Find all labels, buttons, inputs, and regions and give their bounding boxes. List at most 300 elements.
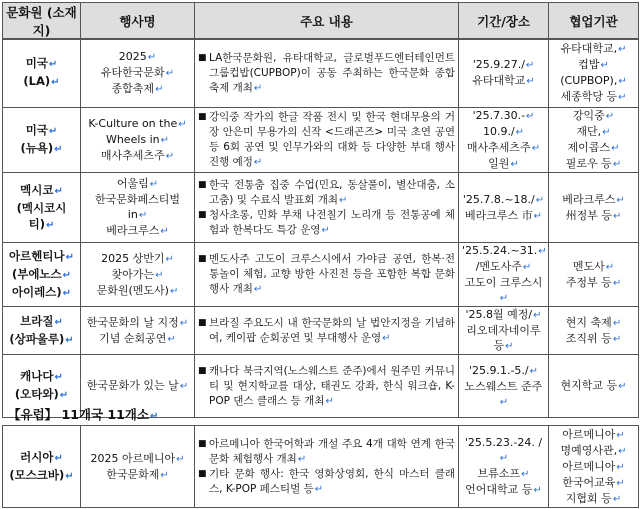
return-arrow-icon: ↵ bbox=[611, 143, 620, 154]
period-cell-text: '25.9.27./ bbox=[472, 58, 525, 71]
country-cell-line bbox=[6, 248, 77, 266]
partner-cell-line bbox=[552, 73, 635, 89]
square-bullet-icon: ■ bbox=[198, 317, 207, 328]
country-cell-line bbox=[6, 284, 77, 302]
content-cell bbox=[195, 243, 459, 307]
partner-cell-line bbox=[552, 491, 635, 507]
period-cell-line bbox=[462, 259, 545, 275]
period-cell-line bbox=[462, 192, 545, 208]
return-arrow-icon: ↵ bbox=[339, 194, 348, 206]
return-arrow-icon: ↵ bbox=[62, 269, 72, 281]
return-arrow-icon: ↵ bbox=[526, 76, 535, 87]
event-cell-text: 문화원(멘도사) bbox=[96, 283, 169, 297]
event-cell-line bbox=[84, 116, 191, 132]
return-arrow-icon: ↵ bbox=[533, 310, 542, 321]
event-cell-text: 찾아가는 bbox=[111, 267, 155, 281]
content-text: 한국 전통춤 집중 수업(민요, 동살풀이, 별산대춤, 소고춤) 및 수료식 발표회 개최 bbox=[209, 178, 455, 206]
square-bullet-icon: ■ bbox=[198, 112, 207, 122]
content-item bbox=[198, 208, 455, 238]
partner-cell-line bbox=[552, 443, 635, 459]
period-cell bbox=[459, 108, 549, 173]
return-arrow-icon: ↵ bbox=[612, 317, 622, 329]
content-item bbox=[198, 364, 455, 409]
return-arrow-icon: ↵ bbox=[253, 82, 263, 94]
country-cell-line bbox=[6, 140, 77, 158]
country-cell-text: 미국 bbox=[25, 56, 48, 70]
country-cell bbox=[3, 39, 81, 108]
partner-cell-line bbox=[552, 140, 635, 156]
event-cell-text: 한국문화페스티벌 in bbox=[94, 193, 180, 221]
event-cell-text: Wheels in bbox=[105, 133, 160, 146]
content-cell bbox=[195, 108, 459, 173]
content-cell bbox=[195, 173, 459, 243]
event-cell bbox=[81, 39, 195, 108]
country-cell-text: (부에노스 bbox=[11, 266, 62, 281]
country-cell-text: (모스크바) bbox=[9, 467, 65, 482]
header-text: 기간/장소 bbox=[477, 14, 530, 29]
event-cell bbox=[81, 108, 195, 173]
event-cell bbox=[81, 307, 195, 355]
return-arrow-icon: ↵ bbox=[499, 453, 509, 464]
return-arrow-icon: ↵ bbox=[616, 429, 625, 441]
partner-cell-text: 컵밥 bbox=[578, 58, 600, 71]
partner-cell bbox=[549, 426, 639, 508]
return-arrow-icon: ↵ bbox=[612, 210, 622, 222]
return-arrow-icon: ↵ bbox=[538, 246, 547, 257]
period-cell bbox=[459, 173, 549, 243]
return-arrow-icon: ↵ bbox=[45, 219, 55, 231]
country-cell-text: 아이레스) bbox=[11, 284, 62, 299]
return-arrow-icon: ↵ bbox=[54, 452, 63, 464]
return-arrow-icon: ↵ bbox=[48, 59, 58, 70]
content-cell bbox=[195, 307, 459, 355]
event-cell-line bbox=[84, 315, 191, 331]
return-arrow-icon: ↵ bbox=[65, 334, 74, 346]
content-item bbox=[198, 110, 455, 170]
header-row bbox=[3, 3, 639, 40]
return-arrow-icon: ↵ bbox=[521, 469, 530, 480]
period-cell bbox=[459, 355, 549, 418]
event-cell-text: 유타한국문화 bbox=[100, 66, 165, 79]
partner-cell-text: 명예영사관, bbox=[560, 443, 618, 457]
event-cell-text: 매사추세츠주 bbox=[100, 149, 165, 162]
section-heading-text: 【유럽】 11개국 11개소 bbox=[8, 407, 149, 422]
period-cell-line bbox=[462, 363, 545, 379]
return-arrow-icon: ↵ bbox=[176, 453, 185, 465]
return-arrow-icon: ↵ bbox=[314, 483, 324, 495]
period-cell-text: /멘도사주 bbox=[475, 260, 522, 273]
event-cell-line bbox=[84, 267, 191, 283]
return-arrow-icon: ↵ bbox=[535, 194, 545, 206]
table-row bbox=[3, 39, 639, 108]
period-cell bbox=[459, 426, 549, 508]
event-cell-line bbox=[84, 148, 191, 164]
partner-cell bbox=[549, 307, 639, 355]
header-text: 문화원 (소재지) bbox=[6, 5, 77, 38]
event-cell-text: 2025 bbox=[118, 50, 147, 63]
table-row bbox=[3, 307, 639, 355]
return-arrow-icon: ↵ bbox=[533, 485, 542, 496]
header-cell bbox=[195, 3, 459, 40]
partner-cell-line bbox=[552, 331, 635, 347]
country-cell-text: 멕시코 bbox=[20, 182, 54, 197]
period-cell-text: 고도이 크루스시 bbox=[464, 276, 543, 289]
period-cell-text: '25.5.23.-24. / bbox=[464, 436, 543, 449]
return-arrow-icon: ↵ bbox=[321, 224, 330, 236]
period-cell-line bbox=[462, 379, 545, 410]
return-arrow-icon: ↵ bbox=[510, 159, 519, 170]
period-cell-text: 언어대학교 등 bbox=[465, 483, 533, 496]
partner-cell bbox=[549, 355, 639, 418]
partner-cell-line bbox=[552, 192, 635, 208]
partner-cell-line bbox=[552, 315, 635, 331]
square-bullet-icon: ■ bbox=[198, 365, 207, 376]
return-arrow-icon: ↵ bbox=[54, 144, 63, 155]
event-cell-line bbox=[84, 283, 191, 299]
period-cell-line bbox=[462, 208, 545, 224]
period-cell-text: 일원 bbox=[488, 157, 510, 170]
partner-cell-line bbox=[552, 459, 635, 475]
country-cell-line bbox=[6, 200, 77, 234]
return-arrow-icon: ↵ bbox=[382, 332, 391, 344]
country-cell-text: (오타와) bbox=[14, 387, 59, 401]
event-cell-line bbox=[84, 176, 191, 192]
return-arrow-icon: ↵ bbox=[529, 365, 539, 377]
content-text: 캐나다 북극지역(노스웨스트 준주)에서 원주민 커뮤니티 및 현지학교를 대상, 태권도 강좌, 한식 워크숍, K-POP 댄스 클래스 등 개최 bbox=[209, 364, 455, 407]
return-arrow-icon: ↵ bbox=[65, 470, 74, 482]
partner-cell-line bbox=[552, 208, 635, 224]
return-arrow-icon: ↵ bbox=[602, 127, 611, 138]
return-arrow-icon: ↵ bbox=[169, 285, 179, 297]
event-cell-text: K-Culture on the bbox=[88, 117, 178, 130]
partner-cell-line bbox=[552, 41, 635, 57]
europe-table bbox=[2, 425, 639, 508]
return-arrow-icon: ↵ bbox=[525, 60, 535, 71]
content-cell bbox=[195, 39, 459, 108]
event-cell-line bbox=[84, 223, 191, 239]
event-cell-line bbox=[84, 467, 191, 483]
country-cell-line bbox=[6, 182, 77, 200]
event-cell-line bbox=[84, 251, 191, 267]
content-item bbox=[198, 437, 455, 467]
country-cell bbox=[3, 307, 81, 355]
partner-cell-line bbox=[552, 124, 635, 140]
period-cell-text: '25.7.30.- bbox=[472, 109, 526, 122]
event-cell-line bbox=[84, 65, 191, 81]
return-arrow-icon: ↵ bbox=[62, 287, 72, 299]
return-arrow-icon: ↵ bbox=[612, 333, 622, 345]
event-cell-line bbox=[84, 378, 191, 394]
return-arrow-icon: ↵ bbox=[618, 44, 627, 55]
return-arrow-icon: ↵ bbox=[48, 126, 58, 137]
return-arrow-icon: ↵ bbox=[605, 111, 615, 122]
country-cell-text: 브라질 bbox=[20, 313, 54, 328]
partner-cell-line bbox=[552, 108, 635, 124]
period-cell-text: 노스웨스트 준주 bbox=[464, 379, 543, 393]
return-arrow-icon: ↵ bbox=[155, 84, 164, 95]
period-cell-text: '25.7.8.~18./ bbox=[462, 192, 535, 206]
period-cell-line bbox=[462, 57, 545, 73]
return-arrow-icon: ↵ bbox=[167, 333, 176, 345]
table-row bbox=[3, 108, 639, 173]
period-cell-line bbox=[462, 275, 545, 306]
return-arrow-icon: ↵ bbox=[138, 210, 148, 221]
period-cell-line bbox=[462, 73, 545, 89]
partner-cell-line bbox=[552, 275, 635, 291]
event-cell bbox=[81, 243, 195, 307]
partner-cell bbox=[549, 243, 639, 307]
return-arrow-icon: ↵ bbox=[179, 317, 189, 329]
period-cell bbox=[459, 307, 549, 355]
partner-cell-text: 현지 축제 bbox=[565, 315, 612, 329]
return-arrow-icon: ↵ bbox=[179, 381, 189, 392]
return-arrow-icon: ↵ bbox=[51, 77, 60, 88]
country-cell-line bbox=[6, 467, 77, 485]
return-arrow-icon: ↵ bbox=[600, 60, 609, 71]
return-arrow-icon: ↵ bbox=[612, 159, 622, 170]
return-arrow-icon: ↵ bbox=[616, 194, 625, 206]
partner-cell-line bbox=[552, 89, 635, 105]
country-cell-text: 미국 bbox=[25, 123, 48, 137]
event-cell-text: 종합축제 bbox=[111, 82, 155, 95]
country-cell-text: (뉴욕) bbox=[20, 141, 54, 155]
country-cell-text: (LA) bbox=[23, 74, 51, 88]
content-cell bbox=[195, 355, 459, 418]
country-cell-line bbox=[6, 122, 77, 140]
event-cell-text: 어울림 bbox=[116, 177, 149, 190]
return-arrow-icon: ↵ bbox=[325, 395, 334, 407]
content-item bbox=[198, 178, 455, 208]
partner-cell-text: 조직위 등 bbox=[565, 331, 612, 345]
partner-cell-line bbox=[552, 156, 635, 172]
event-cell-text: 한국문화제 bbox=[106, 467, 160, 481]
country-cell-line bbox=[6, 449, 77, 467]
partner-cell-text: 제이콥스 bbox=[567, 141, 611, 154]
partner-cell-text: 아르메니아 bbox=[562, 459, 616, 473]
period-cell bbox=[459, 39, 549, 108]
partner-cell-text: 멘도사 bbox=[572, 259, 605, 273]
event-cell-line bbox=[84, 81, 191, 97]
period-cell-line bbox=[462, 156, 545, 172]
partner-cell-text: 강익중 bbox=[572, 109, 605, 122]
header-text: 행사명 bbox=[119, 14, 156, 29]
partner-cell-text: 유타대학교, bbox=[560, 42, 618, 55]
header-cell bbox=[459, 3, 549, 40]
event-cell-text: 베라크루스 bbox=[106, 224, 160, 237]
partner-cell-text: 지협회 등 bbox=[565, 491, 612, 505]
country-cell-text: 캐나다 bbox=[20, 369, 54, 383]
return-arrow-icon: ↵ bbox=[612, 277, 622, 289]
event-cell-text: 한국문화의 날 지정 bbox=[86, 315, 179, 329]
return-arrow-icon: ↵ bbox=[253, 157, 263, 168]
return-arrow-icon: ↵ bbox=[616, 461, 625, 473]
partner-cell-line bbox=[552, 57, 635, 73]
event-cell-line bbox=[84, 49, 191, 65]
content-cell bbox=[195, 426, 459, 508]
return-arrow-icon: ↵ bbox=[160, 226, 169, 237]
return-arrow-icon: ↵ bbox=[160, 469, 169, 481]
return-arrow-icon: ↵ bbox=[54, 372, 63, 383]
country-cell-line bbox=[6, 386, 77, 404]
return-arrow-icon: ↵ bbox=[499, 396, 509, 408]
return-arrow-icon: ↵ bbox=[149, 411, 159, 422]
event-cell-text: 2025 상반기 bbox=[101, 251, 165, 265]
section-heading bbox=[8, 405, 158, 423]
partner-cell bbox=[549, 108, 639, 173]
square-bullet-icon: ■ bbox=[198, 254, 207, 264]
partner-cell-text: 필로우 등 bbox=[565, 157, 612, 170]
partner-cell bbox=[549, 39, 639, 108]
return-arrow-icon: ↵ bbox=[618, 381, 627, 392]
country-cell-line bbox=[6, 331, 77, 349]
return-arrow-icon: ↵ bbox=[165, 253, 174, 265]
partner-cell-text: 州정부 등 bbox=[565, 208, 612, 222]
partner-cell-text: 한국어교육 bbox=[562, 475, 616, 489]
country-cell-text: (멕시코시티) bbox=[16, 200, 67, 231]
return-arrow-icon: ↵ bbox=[54, 185, 63, 197]
period-cell-text: '25.5.24.~31. bbox=[462, 244, 538, 257]
return-arrow-icon: ↵ bbox=[149, 179, 159, 190]
partner-cell-line bbox=[552, 378, 635, 394]
return-arrow-icon: ↵ bbox=[155, 269, 164, 281]
event-cell bbox=[81, 173, 195, 243]
return-arrow-icon: ↵ bbox=[147, 52, 157, 63]
content-item bbox=[198, 252, 455, 297]
event-cell-line bbox=[84, 192, 191, 223]
header-text: 협업기관 bbox=[569, 14, 618, 29]
country-cell-line bbox=[6, 55, 77, 73]
return-arrow-icon: ↵ bbox=[533, 210, 543, 222]
table-row bbox=[3, 243, 639, 307]
return-arrow-icon: ↵ bbox=[178, 119, 187, 130]
return-arrow-icon: ↵ bbox=[618, 92, 627, 103]
content-text: 아르메니아 한국어학과 개설 주요 4개 대학 연계 한국 문화 체험행사 개최 bbox=[209, 437, 455, 465]
country-cell-line bbox=[6, 368, 77, 386]
header-cell bbox=[549, 3, 639, 40]
period-cell-text: 브류소프 bbox=[477, 467, 521, 480]
table-row bbox=[3, 173, 639, 243]
square-bullet-icon: ■ bbox=[198, 438, 207, 449]
content-text: 청사초롱, 민화 부채 나전칠기 노리개 등 전통공예 체험과 한복다도 특강 운영 bbox=[209, 208, 455, 236]
partner-cell-line bbox=[552, 427, 635, 443]
event-cell bbox=[81, 426, 195, 508]
country-cell-text: 러시아 bbox=[20, 449, 54, 464]
partner-cell-line bbox=[552, 475, 635, 491]
partner-cell-text: 주정부 등 bbox=[565, 275, 612, 289]
country-cell-text: 아르헨티나 bbox=[9, 248, 65, 263]
partner-cell-text: 아르메니아 bbox=[562, 427, 616, 441]
period-cell-text: 유타대학교 bbox=[472, 74, 526, 87]
event-cell-text: 기념 순회공연 bbox=[99, 331, 167, 345]
country-cell bbox=[3, 108, 81, 173]
country-cell bbox=[3, 173, 81, 243]
return-arrow-icon: ↵ bbox=[297, 453, 307, 465]
content-item bbox=[198, 467, 455, 497]
header-text: 주요 내용 bbox=[300, 14, 353, 29]
return-arrow-icon: ↵ bbox=[515, 127, 525, 138]
period-cell-text: 리오데자네이루 등 bbox=[466, 324, 541, 352]
country-cell-text: (상파울루) bbox=[9, 331, 65, 346]
partner-cell bbox=[549, 173, 639, 243]
event-cell-line bbox=[84, 132, 191, 148]
partner-cell-line bbox=[552, 259, 635, 275]
period-cell-line bbox=[462, 140, 545, 156]
return-arrow-icon: ↵ bbox=[253, 284, 263, 295]
country-cell-line bbox=[6, 313, 77, 331]
period-cell-line bbox=[462, 307, 545, 323]
return-arrow-icon: ↵ bbox=[65, 251, 74, 263]
content-text: 멘도사주 고도이 크루스시에서 가야금 공연, 한복·전통놀이 체험, 교향 방한 사진전 등을 포함한 복합 문화행사 개최 bbox=[209, 253, 455, 295]
return-arrow-icon: ↵ bbox=[499, 293, 509, 304]
return-arrow-icon: ↵ bbox=[160, 135, 170, 146]
period-cell-text: 베라크루스 市 bbox=[464, 208, 533, 222]
content-text: 브라질 주요도시 내 한국문화의 날 법안지정을 기념하여, 케이팝 순회공연 및 부대행사 운영 bbox=[209, 316, 455, 344]
americas-table bbox=[2, 38, 639, 418]
square-bullet-icon: ■ bbox=[198, 179, 207, 190]
return-arrow-icon: ↵ bbox=[522, 262, 532, 273]
content-item bbox=[198, 51, 455, 96]
partner-cell-text: 현지학교 등 bbox=[560, 379, 618, 392]
content-text: 강익중 작가의 한글 작품 전시 및 한국 현대무용의 거장 안은미 무용가의 신작 <드래곤즈> 미국 초연 공연 등 6회 공연 및 인무가와의 대화 등 다양한 부대 행사 진행 예정 bbox=[209, 111, 455, 168]
period-cell-line bbox=[462, 108, 545, 124]
period-cell-line bbox=[462, 323, 545, 354]
content-item bbox=[198, 316, 455, 346]
period-cell-line bbox=[462, 243, 545, 259]
header-table bbox=[2, 2, 639, 40]
event-cell-line bbox=[84, 451, 191, 467]
square-bullet-icon: ■ bbox=[198, 52, 207, 63]
country-cell bbox=[3, 243, 81, 307]
square-bullet-icon: ■ bbox=[198, 209, 207, 220]
period-cell bbox=[459, 243, 549, 307]
partner-cell-text: (CUPBOP), bbox=[560, 74, 618, 87]
return-arrow-icon: ↵ bbox=[618, 76, 627, 87]
return-arrow-icon: ↵ bbox=[165, 151, 175, 162]
period-cell-text: '25.8월 예정/ bbox=[465, 308, 533, 321]
country-cell bbox=[3, 426, 81, 508]
country-cell-line bbox=[6, 73, 77, 91]
header-cell bbox=[3, 3, 81, 40]
content-text: 기타 문화 행사: 한국 영화상영회, 한식 마스터 클래스, K-POP 페스티벌 등 bbox=[209, 467, 455, 495]
return-arrow-icon: ↵ bbox=[526, 111, 535, 122]
header-cell bbox=[81, 3, 195, 40]
return-arrow-icon: ↵ bbox=[531, 143, 541, 154]
partner-cell-text: 세종학당 등 bbox=[560, 90, 618, 103]
period-cell-line bbox=[462, 124, 545, 140]
return-arrow-icon: ↵ bbox=[54, 316, 63, 328]
event-cell-text: 한국문화가 있는 날 bbox=[86, 379, 179, 392]
partner-cell-text: 재단, bbox=[576, 125, 602, 138]
return-arrow-icon: ↵ bbox=[616, 477, 625, 489]
return-arrow-icon: ↵ bbox=[505, 341, 514, 352]
table-row bbox=[3, 426, 639, 508]
period-cell-line bbox=[462, 466, 545, 482]
return-arrow-icon: ↵ bbox=[165, 68, 175, 79]
period-cell-line bbox=[462, 435, 545, 466]
period-cell-text: 매사추세츠주 bbox=[466, 141, 531, 154]
period-cell-text: '25.9.1.-5./ bbox=[468, 363, 529, 377]
partner-cell-text: 베라크루스 bbox=[562, 192, 616, 206]
content-text: LA한국문화원, 유타대학교, 글로벌푸드엔터테인먼트그룹컵밥(CUPBOP)이 공동 주최하는 한국문화 종합축제 개최 bbox=[209, 51, 455, 94]
period-cell-text: 10.9./ bbox=[482, 125, 515, 138]
square-bullet-icon: ■ bbox=[198, 468, 207, 479]
return-arrow-icon: ↵ bbox=[618, 445, 627, 457]
country-cell-line bbox=[6, 266, 77, 284]
event-cell-text: 2025 아르메니아 bbox=[90, 451, 176, 465]
period-cell-line bbox=[462, 482, 545, 498]
return-arrow-icon: ↵ bbox=[59, 390, 69, 401]
return-arrow-icon: ↵ bbox=[605, 261, 615, 273]
